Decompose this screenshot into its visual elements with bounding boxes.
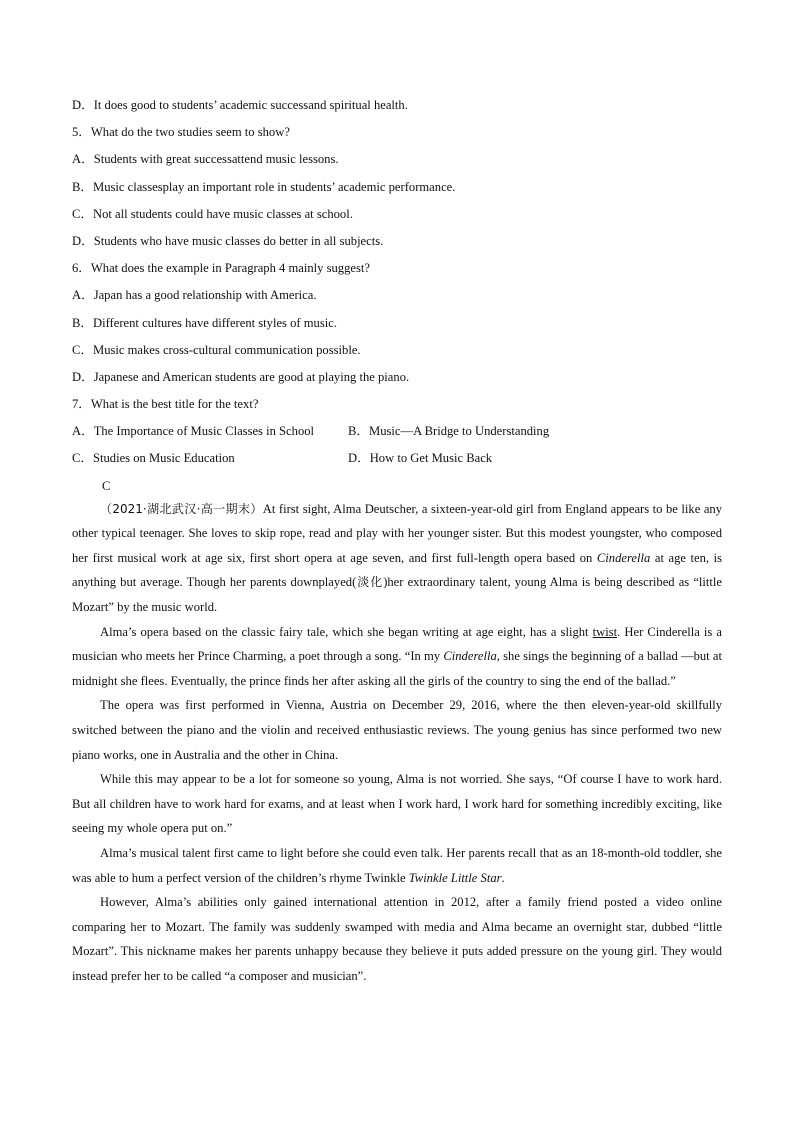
document-page — [72, 94, 722, 989]
q4-option-d: D．It does good to students’ academic successand spiritual health. — [72, 98, 408, 112]
q6-option-d: D．Japanese and American students are good at playing the piano. — [72, 369, 410, 384]
q5-question: 5．What do the two studies seem to show? — [72, 125, 290, 140]
p5-text-b: . — [501, 870, 505, 885]
source-tag: （2021·湖北武汉·高一期末） — [100, 501, 263, 516]
passage-c — [72, 497, 722, 989]
p2-text-a: Alma’s opera based on the classic fairy tale, which she began writing at age eight, has a slight — [100, 624, 593, 639]
q5-option-c: C．Not all students could have music classes at school. — [72, 206, 353, 221]
p1-text-c: )her extraordinary talent, young Alma is being described as “little Mozart” by the music world. — [72, 575, 722, 614]
p2-text-c: , she sings the beginning of a ballad —but at midnight she flees. Eventually, the prince finds her after asking all the girls of the country to sing the end of the ballad.” — [72, 649, 722, 688]
q7-question: 7．What is the best title for the text? — [72, 397, 259, 412]
p2-text-b: . Her Cinderella is a musician who meets her Prince Charming, a poet through a song. “In my — [72, 624, 722, 664]
q7-options-row-2 — [72, 447, 722, 474]
p2-underlined-word: twist — [592, 624, 618, 639]
q6-option-b: B．Different cultures have different styles of music. — [72, 315, 337, 330]
p5-text-a: Alma’s musical talent first came to light before she could even talk. Her parents recall that as an 18-month-old toddler, she was able to hum a perfect version of the children’s rhyme Twinkle — [72, 845, 722, 885]
p1-text-b: at age ten, is anything but average. Though her parents downplayed( — [72, 550, 722, 590]
q5-option-b: B．Music classesplay an important role in students’ academic performance. — [72, 179, 456, 194]
paragraph-2 — [72, 620, 722, 694]
paragraph-5 — [72, 841, 722, 890]
q6-option-a: A．Japan has a good relationship with America. — [72, 288, 317, 303]
p5-italic-title: Twinkle Little Star — [408, 870, 502, 885]
p2-italic-title: Cinderella — [443, 649, 497, 664]
q6-option-c: C．Music makes cross-cultural communication possible. — [72, 342, 361, 357]
q7-option-c: C．Studies on Music Education — [72, 451, 235, 466]
q7-option-b: B．Music—A Bridge to Understanding — [348, 424, 550, 439]
q7-option-d: D．How to Get Music Back — [348, 451, 493, 466]
q7-option-a: A．The Importance of Music Classes in School — [72, 424, 315, 439]
paragraph-1 — [72, 497, 722, 620]
section-label: C — [102, 478, 111, 493]
paragraph-3: The opera was first performed in Vienna, Austria on December 29, 2016, where the then eleven-year-old skillfully switched between the piano and the violin and received enthusiastic reviews. The young genius has since performed two new piano works, one in Australia and the other in China. — [72, 698, 722, 762]
paragraph-4: While this may appear to be a lot for someone so young, Alma is not worried. She says, “Of course I have to work hard. But all children have to work hard for exams, and at least when I work hard, I work hard for something incredibly exciting, like seeing my whole opera put on.” — [72, 772, 722, 836]
q7-options-row-1 — [72, 420, 722, 447]
p1-italic-title: Cinderella — [596, 550, 651, 565]
p1-cjk-gloss: 淡化 — [356, 575, 384, 590]
p1-text-a: At first sight, Alma Deutscher, a sixteen-year-old girl from England appears to be like any other typical teenager. She loves to skip rope, read and play with her younger sister. But this modest youngster, who composed her first musical work at age six, first short opera at age seven, and first full-length opera based on — [72, 501, 723, 565]
q6-question: 6．What does the example in Paragraph 4 mainly suggest? — [72, 261, 370, 276]
paragraph-6: However, Alma’s abilities only gained international attention in 2012, after a family friend posted a video online comparing her to Mozart. The family was suddenly swamped with media and Alma became an overnight star, dubbed “little Mozart”. This nickname makes her parents unhappy because they believe it puts added pressure on the young girl. They would instead prefer her to be called “a composer and musician”. — [72, 895, 722, 983]
q5-option-a: A．Students with great successattend music lessons. — [72, 152, 339, 167]
q5-option-d: D．Students who have music classes do better in all subjects. — [72, 233, 384, 248]
